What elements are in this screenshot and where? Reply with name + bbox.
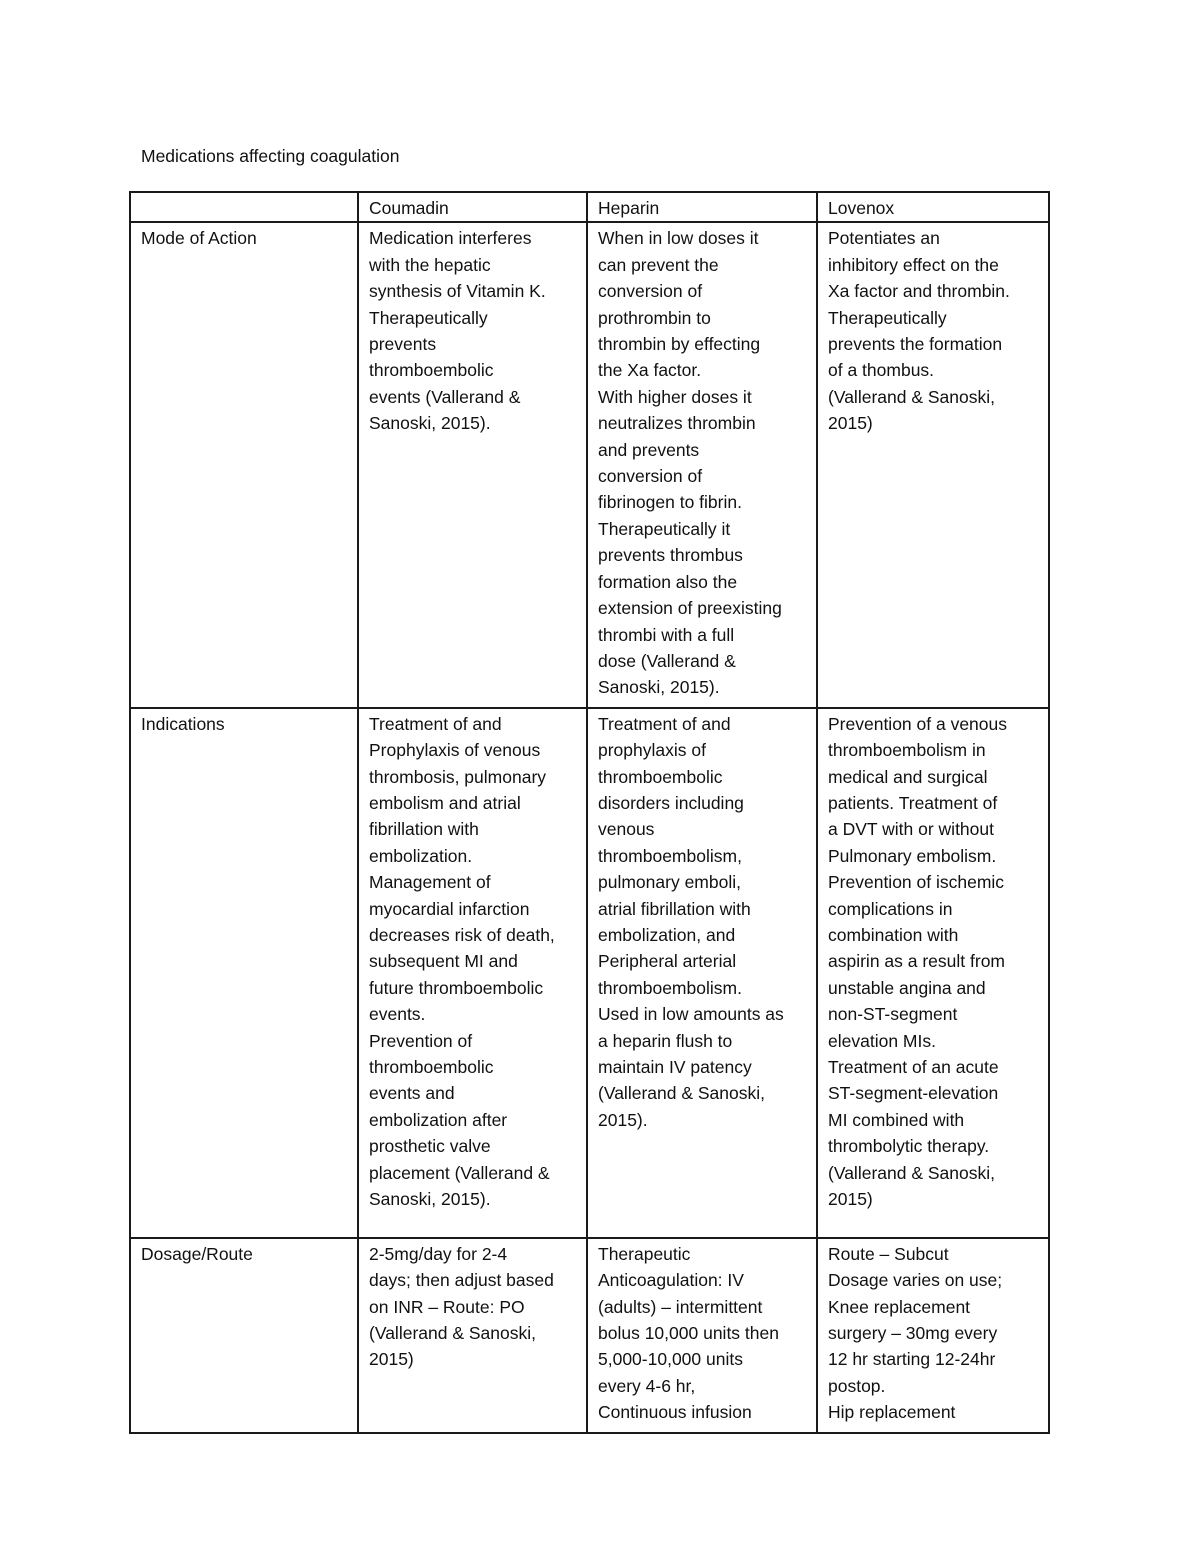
table-header-row xyxy=(130,192,1049,222)
cell-lovenox-dosage-route: Route – Subcut Dosage varies on use; Knee replacement surgery – 30mg every 12 hr starting 12-24hr postop. Hip replacement xyxy=(817,1238,1049,1433)
medication-comparison-table xyxy=(129,191,1050,1434)
cell-heparin-indications: Treatment of and prophylaxis of thromboembolic disorders including venous thromboembolism, pulmonary emboli, atrial fibrillation with embolization, and Peripheral arterial thromboembolism. Used in low amounts as a heparin flush to maintain IV patency (Vallerand & Sanoski, 2015). xyxy=(587,708,817,1238)
table-row-mode-of-action xyxy=(130,222,1049,707)
cell-heparin-dosage-route: Therapeutic Anticoagulation: IV (adults) – intermittent bolus 10,000 units then 5,000-10,000 units every 4-6 hr, Continuous infusion xyxy=(587,1238,817,1433)
table-row-indications xyxy=(130,708,1049,1238)
cell-coumadin-dosage-route: 2-5mg/day for 2-4 days; then adjust based on INR – Route: PO (Vallerand & Sanoski, 2015) xyxy=(358,1238,587,1433)
row-label-indications: Indications xyxy=(130,708,358,1238)
header-cell-lovenox: Lovenox xyxy=(817,192,1049,222)
row-label-mode-of-action: Mode of Action xyxy=(130,222,358,707)
header-cell-coumadin: Coumadin xyxy=(358,192,587,222)
header-cell-empty xyxy=(130,192,358,222)
document-title: Medications affecting coagulation xyxy=(141,146,400,166)
cell-heparin-mode-of-action: When in low doses it can prevent the conversion of prothrombin to thrombin by effecting the Xa factor. With higher doses it neutralizes thrombin and prevents conversion of fibrinogen to fibrin. Therapeutically it prevents thrombus formation also the extension of preexisting thrombi with a full dose (Vallerand & Sanoski, 2015). xyxy=(587,222,817,707)
cell-coumadin-indications: Treatment of and Prophylaxis of venous thrombosis, pulmonary embolism and atrial fibrillation with embolization. Management of myocardial infarction decreases risk of death, subsequent MI and future thromboembolic events. Prevention of thromboembolic events and embolization after prosthetic valve placement (Vallerand & Sanoski, 2015). xyxy=(358,708,587,1238)
cell-lovenox-indications: Prevention of a venous thromboembolism in medical and surgical patients. Treatment of a DVT with or without Pulmonary embolism. Prevention of ischemic complications in combination with aspirin as a result from unstable angina and non-ST-segment elevation MIs. Treatment of an acute ST-segment-elevation MI combined with thrombolytic therapy. (Vallerand & Sanoski, 2015) xyxy=(817,708,1049,1238)
row-label-dosage-route: Dosage/Route xyxy=(130,1238,358,1433)
cell-coumadin-mode-of-action: Medication interferes with the hepatic synthesis of Vitamin K. Therapeutically prevents thromboembolic events (Vallerand & Sanoski, 2015). xyxy=(358,222,587,707)
table-row-dosage-route xyxy=(130,1238,1049,1433)
cell-lovenox-mode-of-action: Potentiates an inhibitory effect on the Xa factor and thrombin. Therapeutically prevents the formation of a thombus. (Vallerand & Sanoski, 2015) xyxy=(817,222,1049,707)
header-cell-heparin: Heparin xyxy=(587,192,817,222)
